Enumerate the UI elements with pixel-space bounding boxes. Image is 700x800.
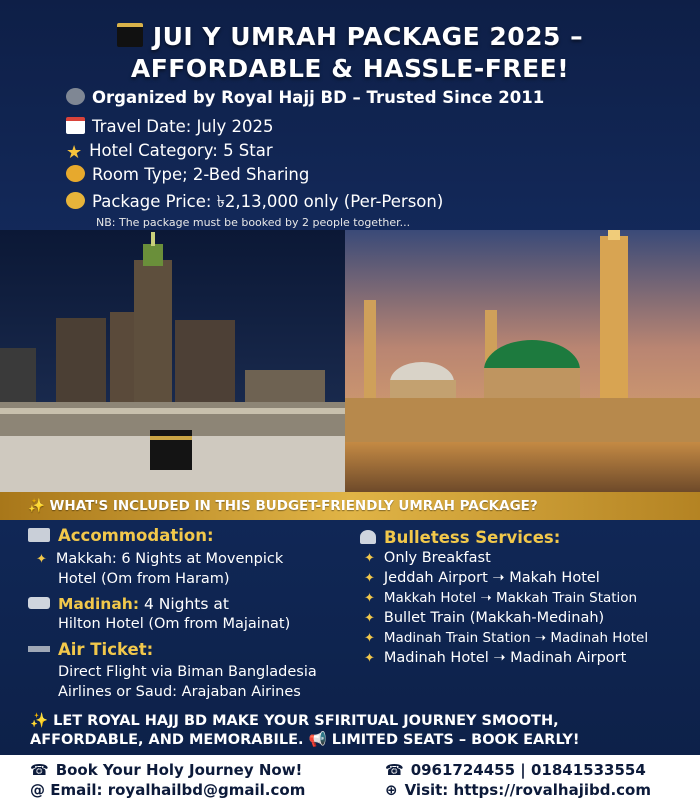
calendar-icon	[66, 117, 85, 134]
kaaba-icon	[117, 23, 143, 47]
air-line-2: Airlines or Saud: Arajaban Airines	[58, 684, 301, 700]
coin-icon	[66, 88, 85, 105]
makkah-line-1: ✦ Makkah: 6 Nights at Movenpick	[36, 551, 284, 567]
service-item: ✦ Jeddah Airport ➝ Makah Hotel	[364, 570, 600, 586]
plane-icon	[28, 646, 50, 652]
email-link[interactable]: @ Email: royalhailbd@gmail.com	[30, 781, 306, 799]
organizer: Organized by Royal Hajj BD – Trusted Since 2011	[66, 88, 544, 107]
service-item: ✦ Madinah Hotel ➝ Madinah Airport	[364, 650, 627, 666]
service-item: ✦ Makkah Hotel ➝ Makkah Train Station	[364, 590, 638, 606]
bed-icon	[66, 165, 85, 182]
included-banner: ✨ WHAT'S INCLUDED IN THIS BUDGET-FRIENDLY UMRAH PACKAGE?	[0, 492, 700, 520]
title-line-1: JUI Y UMRAH PACKAGE 2025 –	[0, 22, 700, 51]
included-section	[0, 520, 700, 755]
service-item: ✦ Bullet Train (Makkah-Medinah)	[364, 610, 605, 626]
travel-date: Travel Date: July 2025	[66, 117, 273, 136]
hat-icon	[360, 530, 376, 544]
service-item: ✦ Madinah Train Station ➝ Madinah Hotel	[364, 630, 649, 646]
madinah-line-1: Madinah: 4 Nights at	[28, 595, 229, 613]
star-icon: ★	[66, 142, 83, 163]
accommodation-title: Accommodation:	[28, 526, 214, 545]
sparkle-icon: ✦	[36, 552, 47, 567]
header	[0, 0, 700, 238]
phone-icon: ☎	[30, 761, 49, 779]
money-icon	[66, 192, 85, 209]
makkah-line-2: Hotel (Om from Haram)	[58, 571, 230, 587]
air-ticket-title: Air Ticket:	[28, 640, 153, 659]
contact-footer	[0, 755, 700, 800]
globe-icon: ⊕	[385, 781, 398, 799]
holy-mosques-photo	[0, 230, 700, 492]
air-line-1: Direct Flight via Biman Bangladesia	[58, 664, 317, 680]
book-now: ☎ Book Your Holy Journey Now!	[30, 761, 303, 779]
nb-note: NB: The package must be booked by 2 people together...	[96, 216, 411, 229]
services-title: Bulletess Services:	[360, 528, 560, 547]
service-item: ✦ Only Breakfast	[364, 550, 491, 566]
cta-line-2: AFFORDABLE, AND MEMORABILE. 📢 LIMITED SEATS – BOOK EARLY!	[30, 732, 580, 748]
package-price: Package Price: ৳2,13,000 only (Per-Person)	[66, 189, 443, 216]
cta-line-1: ✨ LET ROYAL HAJJ BD MAKE YOUR SFIRITUAL JOURNEY SMOOTH,	[30, 713, 559, 729]
photo-illustration	[0, 230, 700, 492]
bus-icon	[28, 597, 50, 609]
room-type: Room Type; 2-Bed Sharing	[66, 165, 309, 184]
hotel-icon	[28, 528, 50, 542]
phone-icon: ☎	[385, 761, 404, 779]
website-link[interactable]: ⊕ Visit: https://rovalhajibd.com	[385, 781, 651, 799]
phone-numbers[interactable]: ☎ 0961724455 | 01841533554	[385, 761, 646, 779]
hotel-category: ★ Hotel Category: 5 Star	[66, 141, 273, 163]
title-line-2: AFFORDABLE & HASSLE-FREE!	[130, 54, 570, 83]
madinah-line-2: Hilton Hotel (Om from Majainat)	[58, 616, 291, 632]
